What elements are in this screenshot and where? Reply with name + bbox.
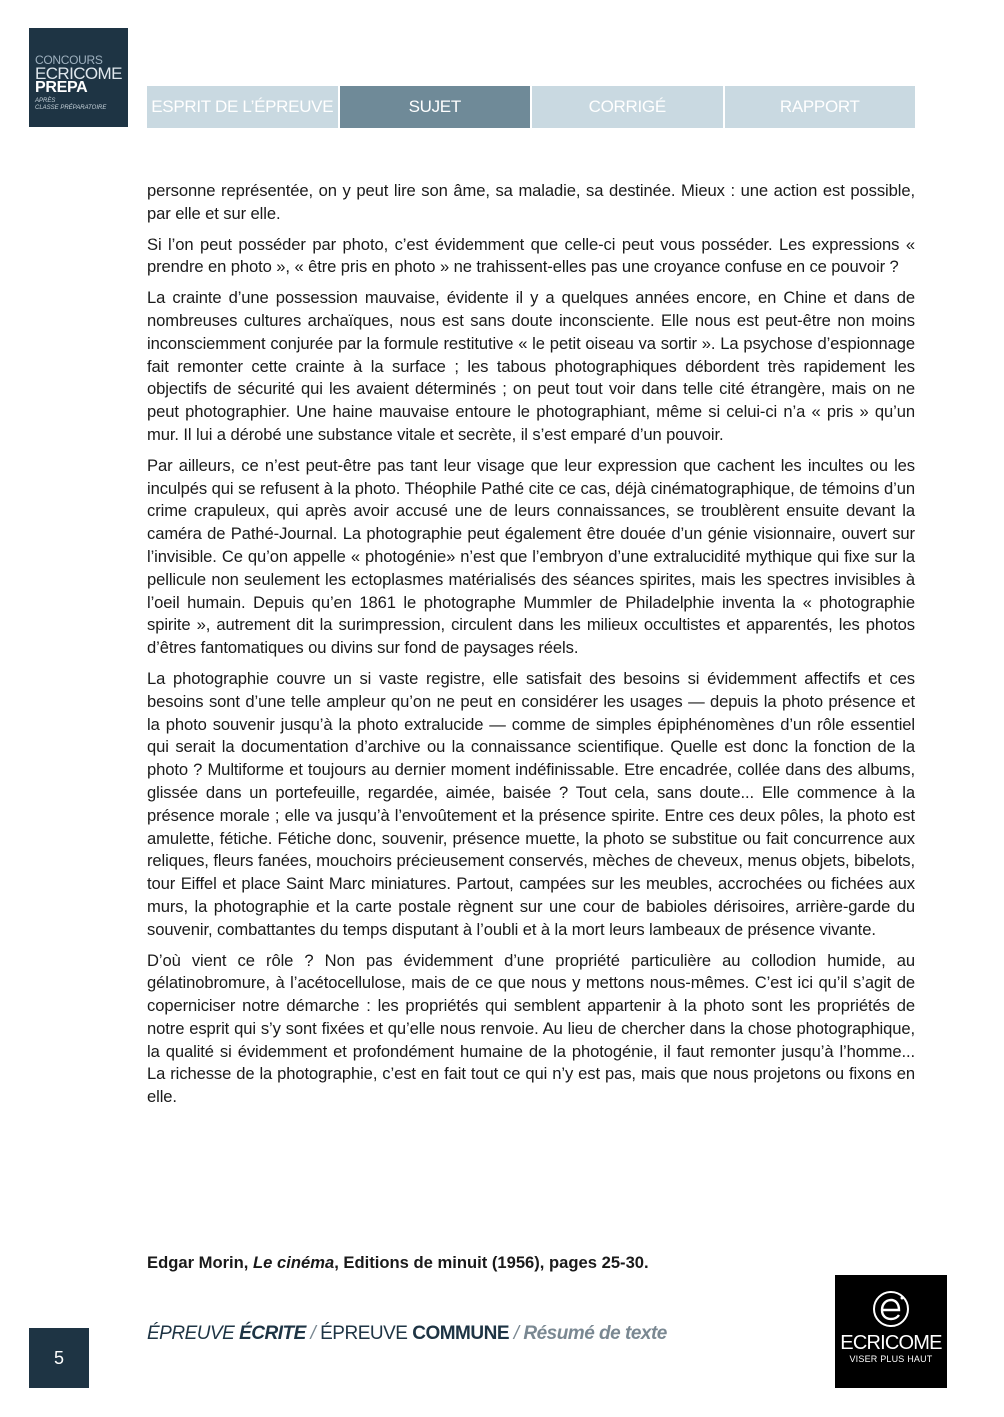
footer-separator: / bbox=[509, 1323, 524, 1344]
footer-exam-label bbox=[147, 1323, 667, 1345]
ecricome-e-icon bbox=[871, 1289, 911, 1329]
logo-line-apres: APRÈS bbox=[35, 98, 56, 104]
paragraph: personne représentée, on y peut lire son âme, sa maladie, sa destinée. Mieux : une action est possible, par elle et sur elle. bbox=[147, 181, 915, 223]
paragraph: D’où vient ce rôle ? Non pas évidemment d’une propriété particulière au collodion humide, au gélatinobromure, à l’acétocellulose, mais de ce que nous y mettons nous-mêmes. C’est ici qu’il s’agit de coperniciser notre démarche : les propriétés qui semblent appartenir à la photo sont les propriétés de notre esprit qui s’y sont fixées et qu’elle nous renvoie. Au lieu de chercher dans la chose photographique, la qualité si évidemment et profondément humaine de la photogénie, il faut remonter jusqu’à l’homme... La richesse de la photographie, c’est en fait tout ce qui n’y est pas, mais que nous projetons ou fixons en elle. bbox=[147, 950, 915, 1107]
citation bbox=[147, 1253, 649, 1273]
logo-line-classe: CLASSE PRÉPARATOIRE bbox=[35, 105, 107, 111]
section-tabs bbox=[147, 86, 915, 128]
page-number: 5 bbox=[29, 1328, 89, 1388]
citation-title: Le cinéma bbox=[253, 1253, 335, 1272]
tab-rapport[interactable]: RAPPORT bbox=[725, 86, 916, 128]
footer-commune: COMMUNE bbox=[412, 1323, 509, 1344]
footer-epreuve: ÉPREUVE bbox=[147, 1323, 240, 1344]
citation-author: Edgar Morin, bbox=[147, 1253, 254, 1272]
logo-line-concours: CONCOURS bbox=[35, 53, 103, 67]
tab-sujet[interactable]: SUJET bbox=[340, 86, 531, 128]
footer-separator: / bbox=[305, 1323, 321, 1344]
ecricome-logo-name: ECRICOME bbox=[840, 1332, 942, 1354]
ecricome-logo bbox=[835, 1275, 947, 1388]
footer-epreuve-2: ÉPREUVE bbox=[320, 1323, 413, 1344]
paragraph: La crainte d’une possession mauvaise, évidente il y a quelques années encore, en Chine et dans de nombreuses cultures archaïques, nous est sans doute inconsciente. Elle nous est peut-être non moins inconsciemment conjurée par la formule restitutive « le petit oiseau va sortir ». La psychose d’espionnage fait remonter cette crainte à la surface ; les tabous photographiques débordent très rapidement les objectifs de sécurité qui les avaient déterminés ; on peut tout voir dans telle cité étrangère, mais on ne peut photographier. Une haine mauvaise entoure le photographiant, même si celui-ci n’a « pris » qu’un mur. Il lui a dérobé une substance vitale et secrète, il s’est emparé d’un pouvoir. bbox=[147, 288, 915, 444]
concours-ecricome-prepa-logo bbox=[29, 28, 128, 127]
paragraph: Si l’on peut posséder par photo, c’est évidemment que celle-ci peut vous posséder. Les expressions « prendre en photo », « être pris en photo » ne trahissent-elles pas une croyance confuse en ce pouvoir ? bbox=[147, 234, 915, 277]
citation-rest: , Editions de minuit (1956), pages 25-30. bbox=[334, 1253, 649, 1272]
logo-line-ecricome: ECRICOME bbox=[35, 64, 122, 83]
paragraph: La photographie couvre un si vaste registre, elle satisfait des besoins si évidemment affectifs et ces besoins sont d’une telle ampleur qu’on ne peut en considérer les usages — depuis la photo présence et la photo souvenir jusqu’à la photo extralucide — comme de simples épiphénomènes d’un rôle essentiel qui serait la documentation d’archive ou la connaissance scientifique. Quelle est donc la fonction de la photo ? Multiforme et toujours au dernier moment indéfinissable. Etre encadrée, collée dans des albums, glissée dans un portefeuille, regardée, aimée, baisée ? Tout cela, sans doute... Elle commence à la présence morale ; elle va jusqu’à l’envoûtement et la présence spirite. Entre ces deux pôles, la photo est amulette, fétiche. Fétiche donc, souvenir, présence muette, la photo se substitue ou fait concurrence aux reliques, fleurs fanées, mouchoirs précieusement conservés, mèches de cheveux, menus objets, bibelots, tour Eiffel et place Saint Marc miniatures. Partout, campées sur les meubles, accrochées ou fichées aux murs, la photographie et la carte postale règnent sur une cour de babioles dérisoires, arrière-garde du souvenir, combattantes du temps disputant à l’oubli et à la mort leurs lambeaux de présence vivante. bbox=[147, 668, 915, 939]
logo-line-prepa: PREPA bbox=[35, 79, 88, 96]
footer-ecrite: ÉCRITE bbox=[239, 1323, 306, 1344]
tab-corrige[interactable]: CORRIGÉ bbox=[532, 86, 723, 128]
footer-subject: Résumé de texte bbox=[523, 1323, 667, 1344]
paragraph: Par ailleurs, ce n’est peut-être pas tant leur visage que leur expression que cachent les incultes ou les inculpés qui se refusent à la photo. Théophile Pathé cite ce cas, déjà cinématographique, de témoins d’un crime crapuleux, qui après avoir accusé une de leurs connaissances, se troublèrent ensuite devant la caméra de Pathé-Journal. La photographie peut également être douée d’un génie visionnaire, ouvert sur l’invisible. Ce qu’on appelle « photogénie» n’est que l’embryon d’une extralucidité mythique qui fixe sur la pellicule non seulement les ectoplasmes matérialisés des séances spirites, mais les spectres invisibles à l’oeil humain. Depuis qu’en 1861 le photographe Mummler de Philadelphie inventa la « photographie spirite », autrement dit la surimpression, circulent dans les milieux occultistes et apparentés, les photos d’êtres fantomatiques ou divins sur fond de paysages réels. bbox=[147, 455, 915, 658]
tab-esprit-epreuve[interactable]: ESPRIT DE L’ÉPREUVE bbox=[147, 86, 338, 128]
subject-text bbox=[147, 180, 915, 1117]
ecricome-logo-tagline: VISER PLUS HAUT bbox=[849, 1354, 933, 1364]
